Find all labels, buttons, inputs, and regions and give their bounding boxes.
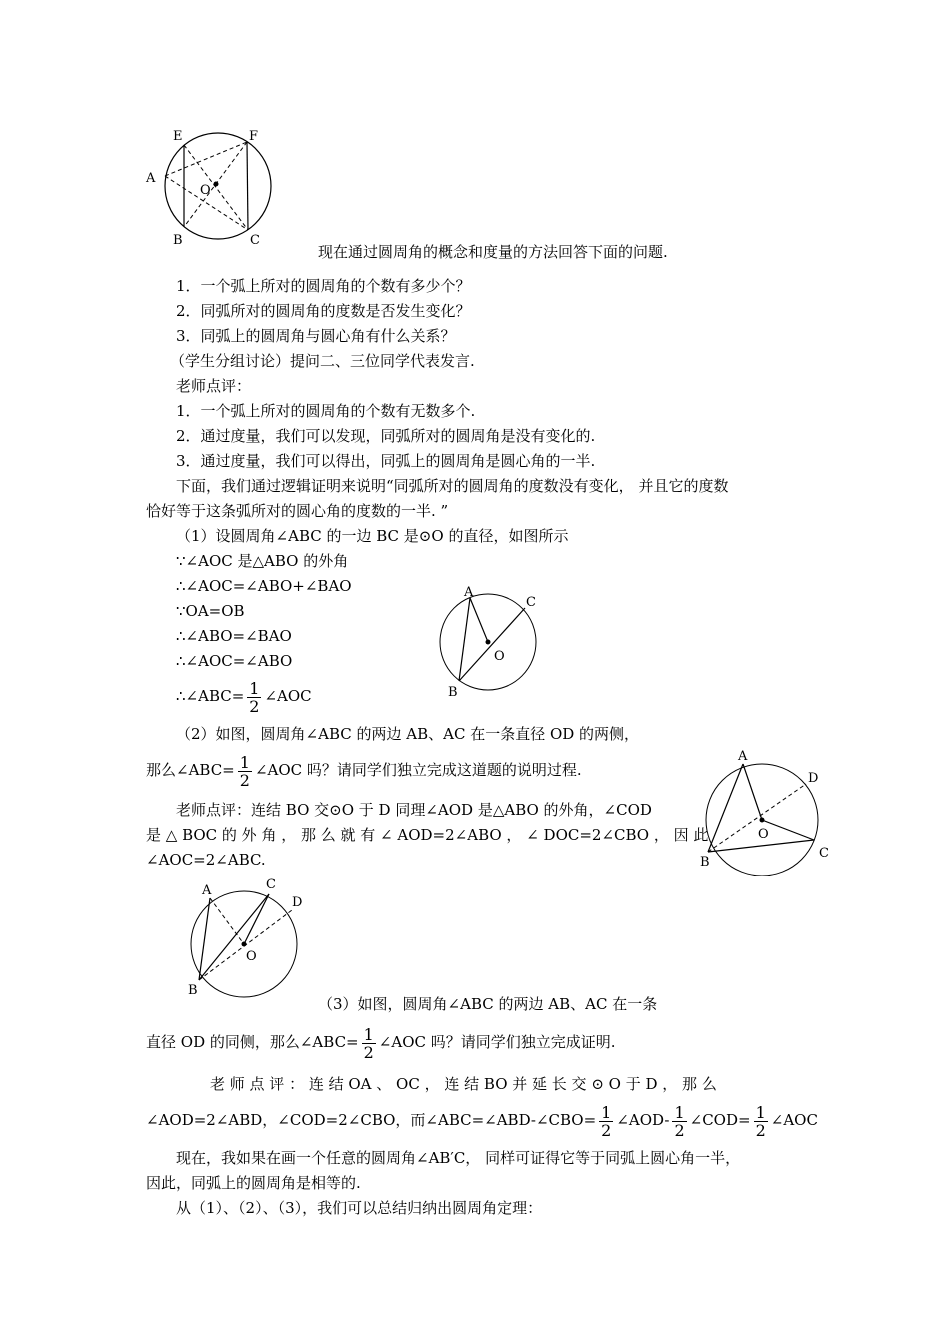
label-C: C bbox=[250, 233, 260, 248]
label-C: C bbox=[266, 877, 276, 892]
fraction-half: $\frac{1}{2}$ bbox=[755, 1102, 766, 1140]
label-C: C bbox=[526, 595, 536, 610]
label-A: A bbox=[202, 883, 212, 898]
label-O: O bbox=[494, 649, 505, 664]
fraction-half: $\frac{1}{2}$ bbox=[249, 678, 260, 716]
figure-4-circle bbox=[180, 874, 310, 998]
label-B: B bbox=[173, 233, 183, 248]
label-D: D bbox=[808, 771, 819, 786]
fraction-half: $\frac{1}{2}$ bbox=[601, 1102, 612, 1140]
case2-line-2: 那么∠ABC= $\frac{1}{2}$ ∠AOC 吗？请同学们独立完成这道题的说明过程. bbox=[146, 752, 582, 790]
fraction-half: $\frac{1}{2}$ bbox=[674, 1102, 685, 1140]
label-A: A bbox=[738, 749, 748, 764]
question-1: 1．一个弧上所对的圆周角的个数有多少个？ bbox=[176, 277, 471, 295]
label-A: A bbox=[464, 585, 474, 600]
discussion-text: （学生分组讨论）提问二、三位同学代表发言. bbox=[170, 352, 475, 370]
conclusion-line-2: 因此，同弧上的圆周角是相等的. bbox=[146, 1174, 361, 1192]
case1-step-5: ∴∠AOC=∠ABO bbox=[176, 652, 293, 670]
label-O: O bbox=[758, 827, 769, 842]
case1-step-1: ∵∠AOC 是△ABO 的外角 bbox=[176, 552, 349, 570]
case3-comment-1: 老 师 点 评 ： 连 结 OA 、 OC ， 连 结 BO 并 延 长 交 ⊙ O 于 D ， 那 么 bbox=[210, 1075, 717, 1093]
conclusion-line-1: 现在，我如果在画一个任意的圆周角∠AB′C， 同样可证得它等于同弧上圆心角一半， bbox=[176, 1149, 741, 1167]
label-D: D bbox=[292, 895, 303, 910]
case3-comment-2: ∠AOD=2∠ABD，∠COD=2∠CBO，而∠ABC=∠ABD-∠CBO= $\frac{1}{2}$ ∠AOD- $\frac{1}{2}$ ∠COD= $\frac{1}{2}$ ∠AOC bbox=[146, 1102, 818, 1140]
case2-comment-1: 老师点评：连结 BO 交⊙O 于 D 同理∠AOD 是△ABO 的外角，∠COD bbox=[176, 801, 652, 819]
answer-1: 1．一个弧上所对的圆周角的个数有无数多个. bbox=[176, 402, 476, 420]
case1-step-2: ∴∠AOC=∠ABO+∠BAO bbox=[176, 577, 352, 595]
question-3: 3．同弧上的圆周角与圆心角有什么关系？ bbox=[176, 327, 456, 345]
fraction-half: $\frac{1}{2}$ bbox=[363, 1024, 374, 1062]
answer-2: 2．通过度量，我们可以发现，同弧所对的圆周角是没有变化的. bbox=[176, 427, 596, 445]
case2-comment-2: 是 △ BOC 的 外 角 ， 那 么 就 有 ∠ AOD=2∠ABO ， ∠ DOC=2∠CBO ， 因 此 bbox=[146, 826, 709, 844]
case1-step-4: ∴∠ABO=∠BAO bbox=[176, 627, 292, 645]
label-O: O bbox=[246, 949, 257, 964]
label-O: O bbox=[200, 183, 211, 198]
case1-step-3: ∵OA=OB bbox=[176, 602, 245, 620]
label-F: F bbox=[249, 129, 259, 144]
label-A: A bbox=[146, 171, 156, 186]
comment-label: 老师点评： bbox=[176, 377, 252, 395]
case3-line-2: 直径 OD 的同侧，那么∠ABC= $\frac{1}{2}$ ∠AOC 吗？请同学们独立完成证明. bbox=[146, 1024, 616, 1062]
label-B: B bbox=[448, 685, 458, 700]
case2-line-1: （2）如图，圆周角∠ABC 的两边 AB、AC 在一条直径 OD 的两侧， bbox=[176, 725, 640, 743]
question-2: 2．同弧所对的圆周角的度数是否发生变化？ bbox=[176, 302, 471, 320]
case1-conclusion: ∴∠ABC= $\frac{1}{2}$ ∠AOC bbox=[176, 678, 312, 716]
label-B: B bbox=[188, 983, 198, 998]
answer-3: 3．通过度量，我们可以得出，同弧上的圆周角是圆心角的一半. bbox=[176, 452, 596, 470]
figure-3-circle bbox=[694, 742, 844, 876]
case1-title: （1）设圆周角∠ABC 的一边 BC 是⊙O 的直径，如图所示 bbox=[176, 527, 569, 545]
figure-1-circle bbox=[140, 124, 280, 250]
figure-2-circle bbox=[430, 582, 550, 702]
label-C: C bbox=[819, 846, 829, 861]
label-E: E bbox=[173, 129, 183, 144]
conclusion-line-3: 从（1）、（2）、（3），我们可以总结归纳出圆周角定理： bbox=[176, 1199, 543, 1217]
case3-line-1: （3）如图，圆周角∠ABC 的两边 AB、AC 在一条 bbox=[318, 995, 658, 1013]
fraction-half: $\frac{1}{2}$ bbox=[239, 752, 250, 790]
proof-intro-line-2: 恰好等于这条弧所对的圆心角的度数的一半. ” bbox=[146, 502, 449, 520]
case2-comment-3: ∠AOC=2∠ABC. bbox=[146, 851, 266, 869]
proof-intro-line-1: 下面，我们通过逻辑证明来说明“同弧所对的圆周角的度数没有变化， 并且它的度数 bbox=[176, 477, 729, 495]
intro-text: 现在通过圆周角的概念和度量的方法回答下面的问题. bbox=[318, 243, 668, 261]
label-B: B bbox=[700, 855, 710, 870]
